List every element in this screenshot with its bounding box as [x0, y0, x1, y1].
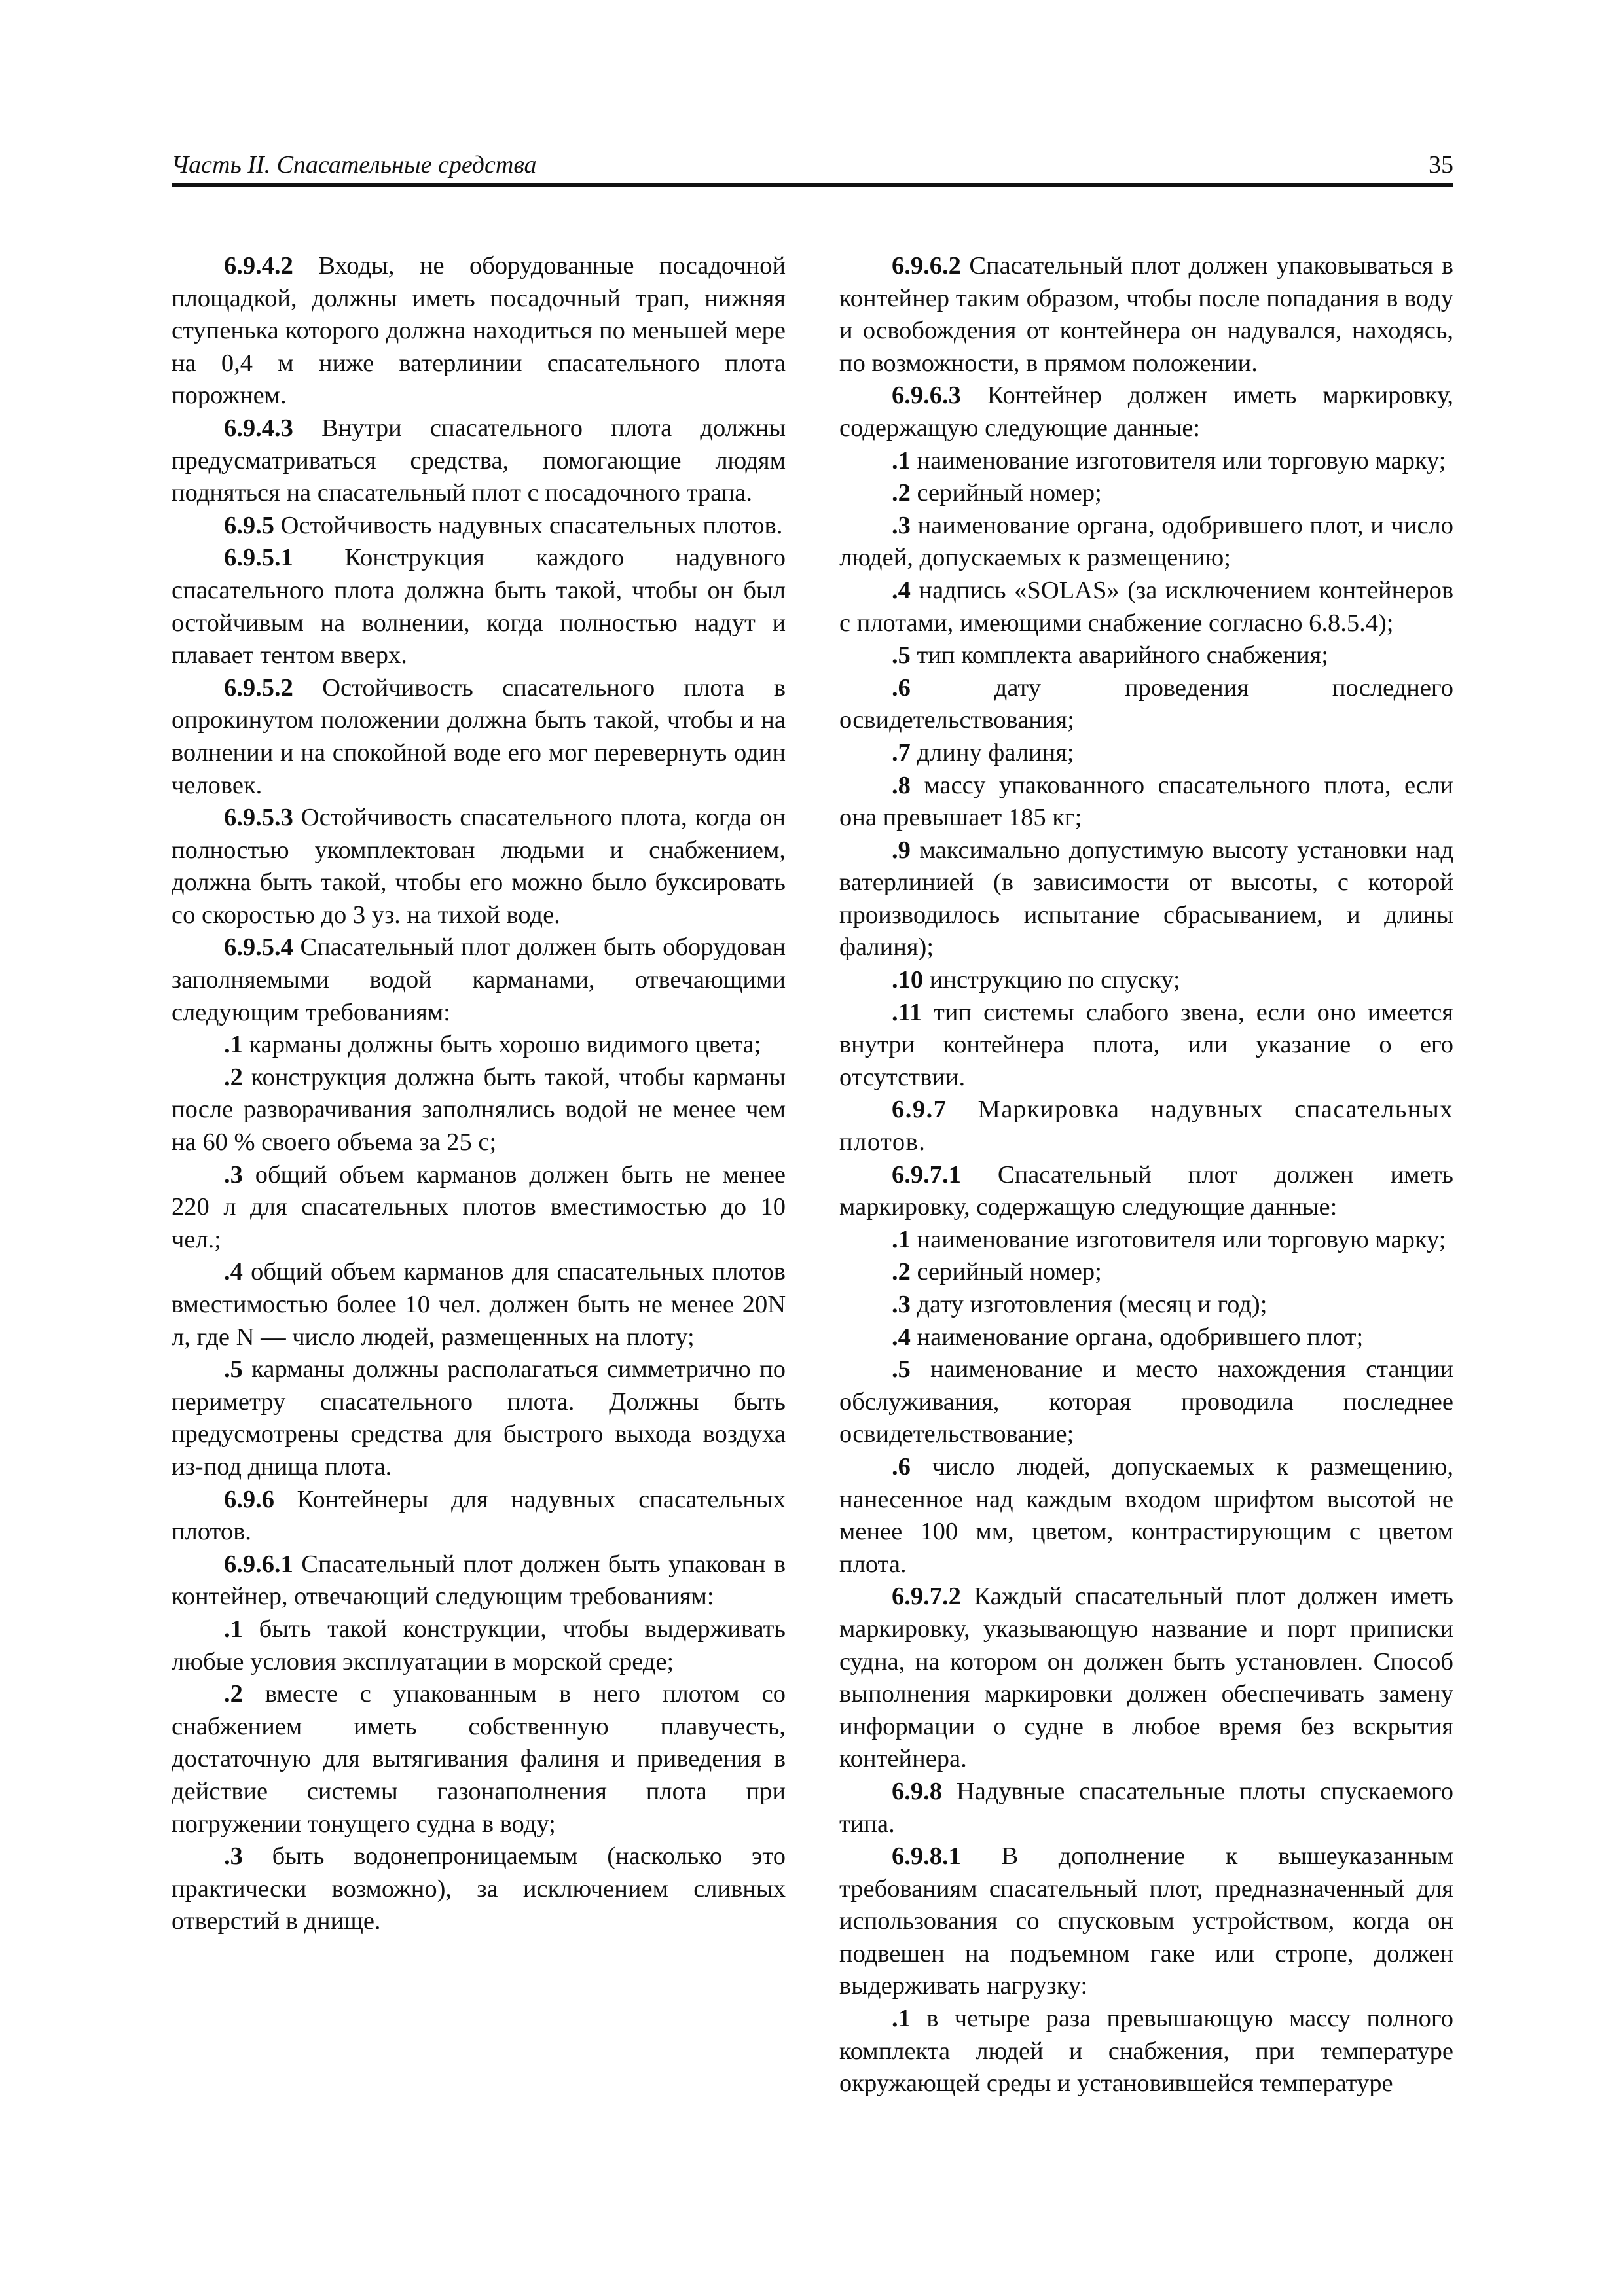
item-number: .1: [892, 1225, 911, 1253]
clause-text: Спасательный плот должен быть оборудован заполняемыми водой карманами, отвечающими следующим требованиям:: [172, 933, 786, 1026]
clause-text: Спасательный плот должен упаковываться в контейнер таким образом, чтобы после попадания в воду и освобождения от контейнера он надувался, находясь, по возможности, в прямом положении.: [839, 252, 1453, 377]
item-number: .3: [892, 511, 911, 539]
clause-number: 6.9.5.1: [224, 544, 293, 572]
list-item: [839, 1289, 1453, 1321]
item-number: .1: [224, 1031, 243, 1059]
paragraph: [839, 250, 1453, 380]
clause-text: Внутри спасательного плота должны предусматриваться средства, помогающие людям подняться на спасательный плот с посадочного трапа.: [172, 414, 786, 507]
item-text: тип системы слабого звена, если оно имеется внутри контейнера плота, или указание о его отсутствии.: [839, 998, 1453, 1091]
list-item: [839, 997, 1453, 1094]
item-text: длину фалиня;: [910, 738, 1074, 766]
list-item: [839, 575, 1453, 639]
section-heading: [172, 1484, 786, 1549]
clause-number: 6.9.6.2: [892, 252, 961, 279]
list-item: [172, 1029, 786, 1062]
list-item: [172, 1256, 786, 1354]
paragraph: [172, 931, 786, 1029]
list-item: [839, 770, 1453, 834]
list-item: [839, 737, 1453, 770]
clause-text: Остойчивость спасательного плота, когда он полностью укомплектован людьми и снабжением, должна быть такой, чтобы его можно было буксировать со скоростью до 3 уз. на тихой воде.: [172, 804, 786, 929]
section-heading: [839, 1094, 1453, 1158]
item-text: быть водонепроницаемым (насколько это практически возможно), за исключением сливных отверстий в днище.: [172, 1842, 786, 1935]
item-text: серийный номер;: [910, 1258, 1102, 1286]
item-text: общий объем карманов для спасательных плотов вместимостью более 10 чел. должен быть не менее 20N л, где N — число людей, размещенных на плоту;: [172, 1258, 786, 1351]
item-text: наименование изготовителя или торговую марку;: [910, 446, 1446, 475]
item-text: дату проведения последнего освидетельствования;: [839, 673, 1453, 734]
list-item: [172, 1159, 786, 1257]
list-item: [839, 672, 1453, 737]
paragraph: [172, 1549, 786, 1613]
right-column: [839, 250, 1453, 2100]
item-number: .3: [892, 1291, 911, 1318]
page-number: 35: [1429, 151, 1453, 179]
item-text: тип комплекта аварийного снабжения;: [910, 641, 1328, 670]
list-item: [839, 510, 1453, 575]
item-text: в четыре раза превышающую массу полного комплекта людей и снабжения, при температуре окружающей среды и установившейся температуре: [839, 2005, 1453, 2098]
clause-text: Надувные спасательные плоты спускаемого типа.: [839, 1777, 1453, 1838]
item-text: серийный номер;: [910, 479, 1102, 507]
item-number: .5: [892, 641, 911, 670]
section-heading: [172, 510, 786, 543]
paragraph: [839, 1581, 1453, 1776]
item-number: .2: [224, 1680, 243, 1708]
clause-number: 6.9.4.2: [224, 252, 293, 279]
list-item: [839, 1256, 1453, 1289]
item-number: .6: [892, 1452, 911, 1480]
clause-number: 6.9.5: [224, 511, 274, 539]
section-heading: [839, 1776, 1453, 1840]
item-number: .8: [892, 771, 911, 799]
item-number: .3: [224, 1842, 243, 1871]
clause-number: 6.9.8: [892, 1777, 942, 1805]
section-title: Часть II. Спасательные средства: [172, 151, 537, 179]
list-item: [839, 477, 1453, 510]
item-text: карманы должны располагаться симметрично по периметру спасательного плота. Должны быть предусмотрены средства для быстрого выхода воздуха из-под днища плота.: [172, 1355, 786, 1480]
left-column: [172, 250, 786, 1938]
clause-number: 6.9.8.1: [892, 1842, 961, 1871]
item-number: .2: [892, 1258, 911, 1286]
paragraph: [839, 1159, 1453, 1224]
clause-text: Контейнеры для надувных спасательных плотов.: [172, 1485, 786, 1546]
item-number: .7: [892, 738, 911, 766]
list-item: [839, 1451, 1453, 1581]
item-text: наименование органа, одобрившего плот;: [910, 1323, 1364, 1351]
item-number: .5: [224, 1355, 243, 1384]
item-text: максимально допустимую высоту установки над ватерлинией (в зависимости от высоты, с которой производилось испытание сбрасыванием, и длины фалиня);: [839, 836, 1453, 961]
list-item: [839, 964, 1453, 997]
clause-number: 6.9.5.2: [224, 673, 293, 702]
list-item: [839, 445, 1453, 478]
item-number: .2: [892, 479, 911, 507]
clause-number: 6.9.6: [224, 1485, 274, 1513]
list-item: [839, 639, 1453, 672]
clause-text: Каждый спасательный плот должен иметь маркировку, указывающую название и порт приписки судна, на котором он должен быть установлен. Способ выполнения маркировки должен обеспечивать замену информации о судне в любое время без вскрытия контейнера.: [839, 1583, 1453, 1773]
item-number: .10: [892, 966, 924, 994]
list-item: [172, 1678, 786, 1840]
list-item: [172, 1613, 786, 1678]
paragraph: [172, 542, 786, 672]
paragraph: [172, 802, 786, 931]
clause-text: Остойчивость спасательного плота в опрокинутом положении должна быть такой, чтобы и на волнении и на спокойной воде его мог перевернуть один человек.: [172, 673, 786, 799]
clause-text: Спасательный плот должен быть упакован в контейнер, отвечающий следующим требованиям:: [172, 1550, 786, 1611]
item-number: .1: [892, 446, 911, 475]
clause-text: Спасательный плот должен иметь маркировку, содержащую следующие данные:: [839, 1160, 1453, 1221]
clause-text: В дополнение к вышеуказанным требованиям спасательный плот, предназначенный для использования со спусковым устройством, когда он подвешен на подъемном гаке или стропе, должен выдерживать нагрузку:: [839, 1842, 1453, 2000]
clause-text: Маркировка надувных спасательных плотов.: [839, 1096, 1453, 1157]
paragraph: [172, 672, 786, 802]
list-item: [839, 834, 1453, 964]
clause-number: 6.9.6.3: [892, 382, 961, 410]
item-number: .2: [224, 1063, 243, 1091]
clause-text: Конструкция каждого надувного спасательного плота должна быть такой, чтобы он был остойчивым на волнении, когда полностью надут и плавает тентом вверх.: [172, 544, 786, 670]
list-item: [839, 2003, 1453, 2100]
clause-text: Контейнер должен иметь маркировку, содержащую следующие данные:: [839, 382, 1453, 442]
item-number: .1: [224, 1615, 243, 1643]
item-number: .5: [892, 1355, 911, 1384]
list-item: [172, 1840, 786, 1938]
list-item: [839, 1224, 1453, 1257]
item-text: конструкция должна быть такой, чтобы карманы после разворачивания заполнялись водой не менее чем на 60 % своего объема за 25 с;: [172, 1063, 786, 1157]
item-text: число людей, допускаемых к размещению, нанесенное над каждым входом шрифтом высотой не менее 100 мм, цветом, контрастирующим с цветом плота.: [839, 1452, 1453, 1578]
item-text: наименование и место нахождения станции обслуживания, которая проводила последнее освидетельствование;: [839, 1355, 1453, 1448]
item-number: .9: [892, 836, 911, 864]
item-text: массу упакованного спасательного плота, если она превышает 185 кг;: [839, 771, 1453, 832]
item-text: дату изготовления (месяц и год);: [910, 1291, 1267, 1318]
clause-text: Входы, не оборудованные посадочной площадкой, должны иметь посадочный трап, нижняя ступенька которого должна находиться по меньшей мере на 0,4 м ниже ватерлинии спасательного плота порожнем.: [172, 252, 786, 410]
paragraph: [839, 380, 1453, 444]
item-text: наименование органа, одобрившего плот, и число людей, допускаемых к размещению;: [839, 511, 1453, 572]
paragraph: [839, 1840, 1453, 2003]
clause-number: 6.9.5.3: [224, 804, 293, 832]
running-header: [172, 143, 1453, 187]
item-number: .6: [892, 673, 911, 702]
item-text: вместе с упакованным в него плотом со снабжением иметь собственную плавучесть, достаточную для вытягивания фалиня и приведения в действие системы газонаполнения плота при погружении тонущего судна в воду;: [172, 1680, 786, 1838]
clause-number: 6.9.5.4: [224, 933, 293, 961]
clause-number: 6.9.6.1: [224, 1550, 293, 1578]
list-item: [839, 1321, 1453, 1354]
item-number: .1: [892, 2005, 911, 2033]
list-item: [172, 1062, 786, 1159]
item-number: .4: [892, 1323, 911, 1351]
paragraph: [172, 412, 786, 510]
item-text: надпись «SOLAS» (за исключением контейнеров с плотами, имеющими снабжение согласно 6.8.5.4);: [839, 576, 1453, 637]
clause-number: 6.9.7: [892, 1096, 947, 1124]
clause-number: 6.9.4.3: [224, 414, 293, 442]
item-number: .11: [892, 998, 922, 1026]
item-number: .4: [224, 1258, 243, 1286]
item-text: быть такой конструкции, чтобы выдерживать любые условия эксплуатации в морской среде;: [172, 1615, 786, 1676]
item-text: инструкцию по спуску;: [923, 966, 1180, 994]
clause-number: 6.9.7.1: [892, 1160, 961, 1189]
list-item: [839, 1354, 1453, 1451]
paragraph: [172, 250, 786, 412]
item-number: .4: [892, 576, 911, 604]
list-item: [172, 1354, 786, 1483]
item-text: наименование изготовителя или торговую марку;: [910, 1225, 1446, 1253]
item-number: .3: [224, 1160, 243, 1189]
clause-number: 6.9.7.2: [892, 1583, 961, 1611]
item-text: карманы должны быть хорошо видимого цвета;: [242, 1031, 761, 1059]
item-text: общий объем карманов должен быть не менее 220 л для спасательных плотов вместимостью до 10 чел.;: [172, 1160, 786, 1253]
clause-text: Остойчивость надувных спасательных плотов.: [274, 511, 783, 539]
